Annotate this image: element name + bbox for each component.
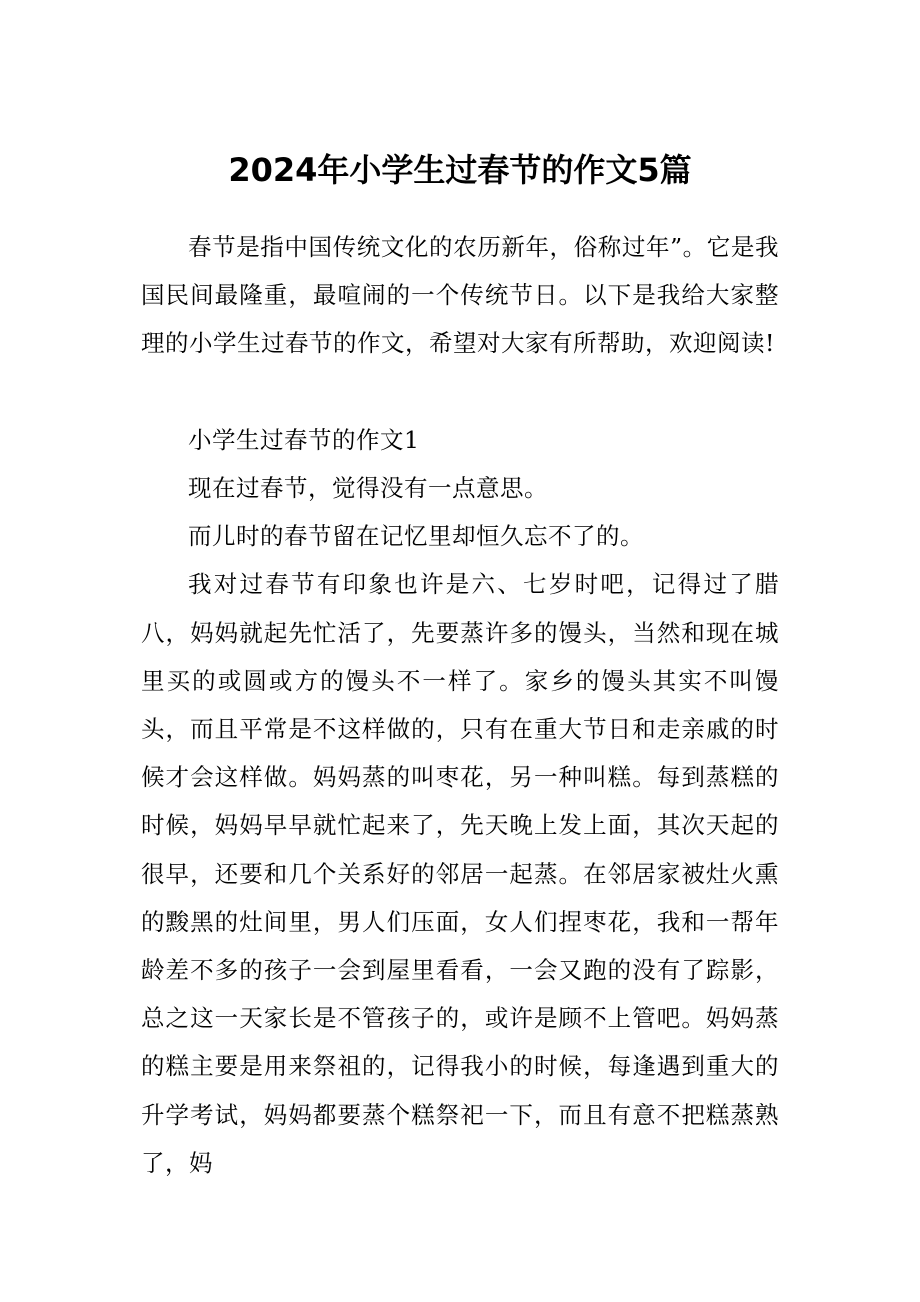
intro-paragraph: 春节是指中国传统文化的农历新年，俗称过年”。它是我国民间最隆重，最喧闹的一个传统节日。以下是我给大家整理的小学生过春节的作文，希望对大家有所帮助，欢迎阅读!: [141, 233, 779, 358]
document-body: [141, 223, 779, 1187]
section-heading: 小学生过春节的作文1: [188, 425, 420, 454]
body-paragraph: 现在过春节，觉得没有一点意思。: [188, 474, 548, 502]
document-title: 2024年小学生过春节的作文5篇: [228, 151, 692, 189]
paragraph-spacer: [141, 368, 779, 416]
body-paragraph: 我对过春节有印象也许是六、七岁时吧，记得过了腊八，妈妈就起先忙活了，先要蒸许多的馒头，当然和现在城里买的或圆或方的馒头不一样了。家乡的馒头其实不叫馒头，而且平常是不这样做的，只有在重大节日和走亲戚的时候才会这样做。妈妈蒸的叫枣花，另一种叫糕。每到蒸糕的时候，妈妈早早就忙起来了，先天晚上发上面，其次天起的很早，还要和几个关系好的邻居一起蒸。在邻居家被灶火熏的黢黑的灶间里，男人们压面，女人们捏枣花，我和一帮年龄差不多的孩子一会到屋里看看，一会又跑的没有了踪影，总之这一天家长是不管孩子的，或许是顾不上管吧。妈妈蒸的糕主要是用来祭祖的，记得我小的时候，每逢遇到重大的升学考试，妈妈都要蒸个糕祭祀一下，而且有意不把糕蒸熟了，妈: [141, 570, 779, 1177]
body-paragraph: 而儿时的春节留在记忆里却恒久忘不了的。: [188, 522, 644, 551]
